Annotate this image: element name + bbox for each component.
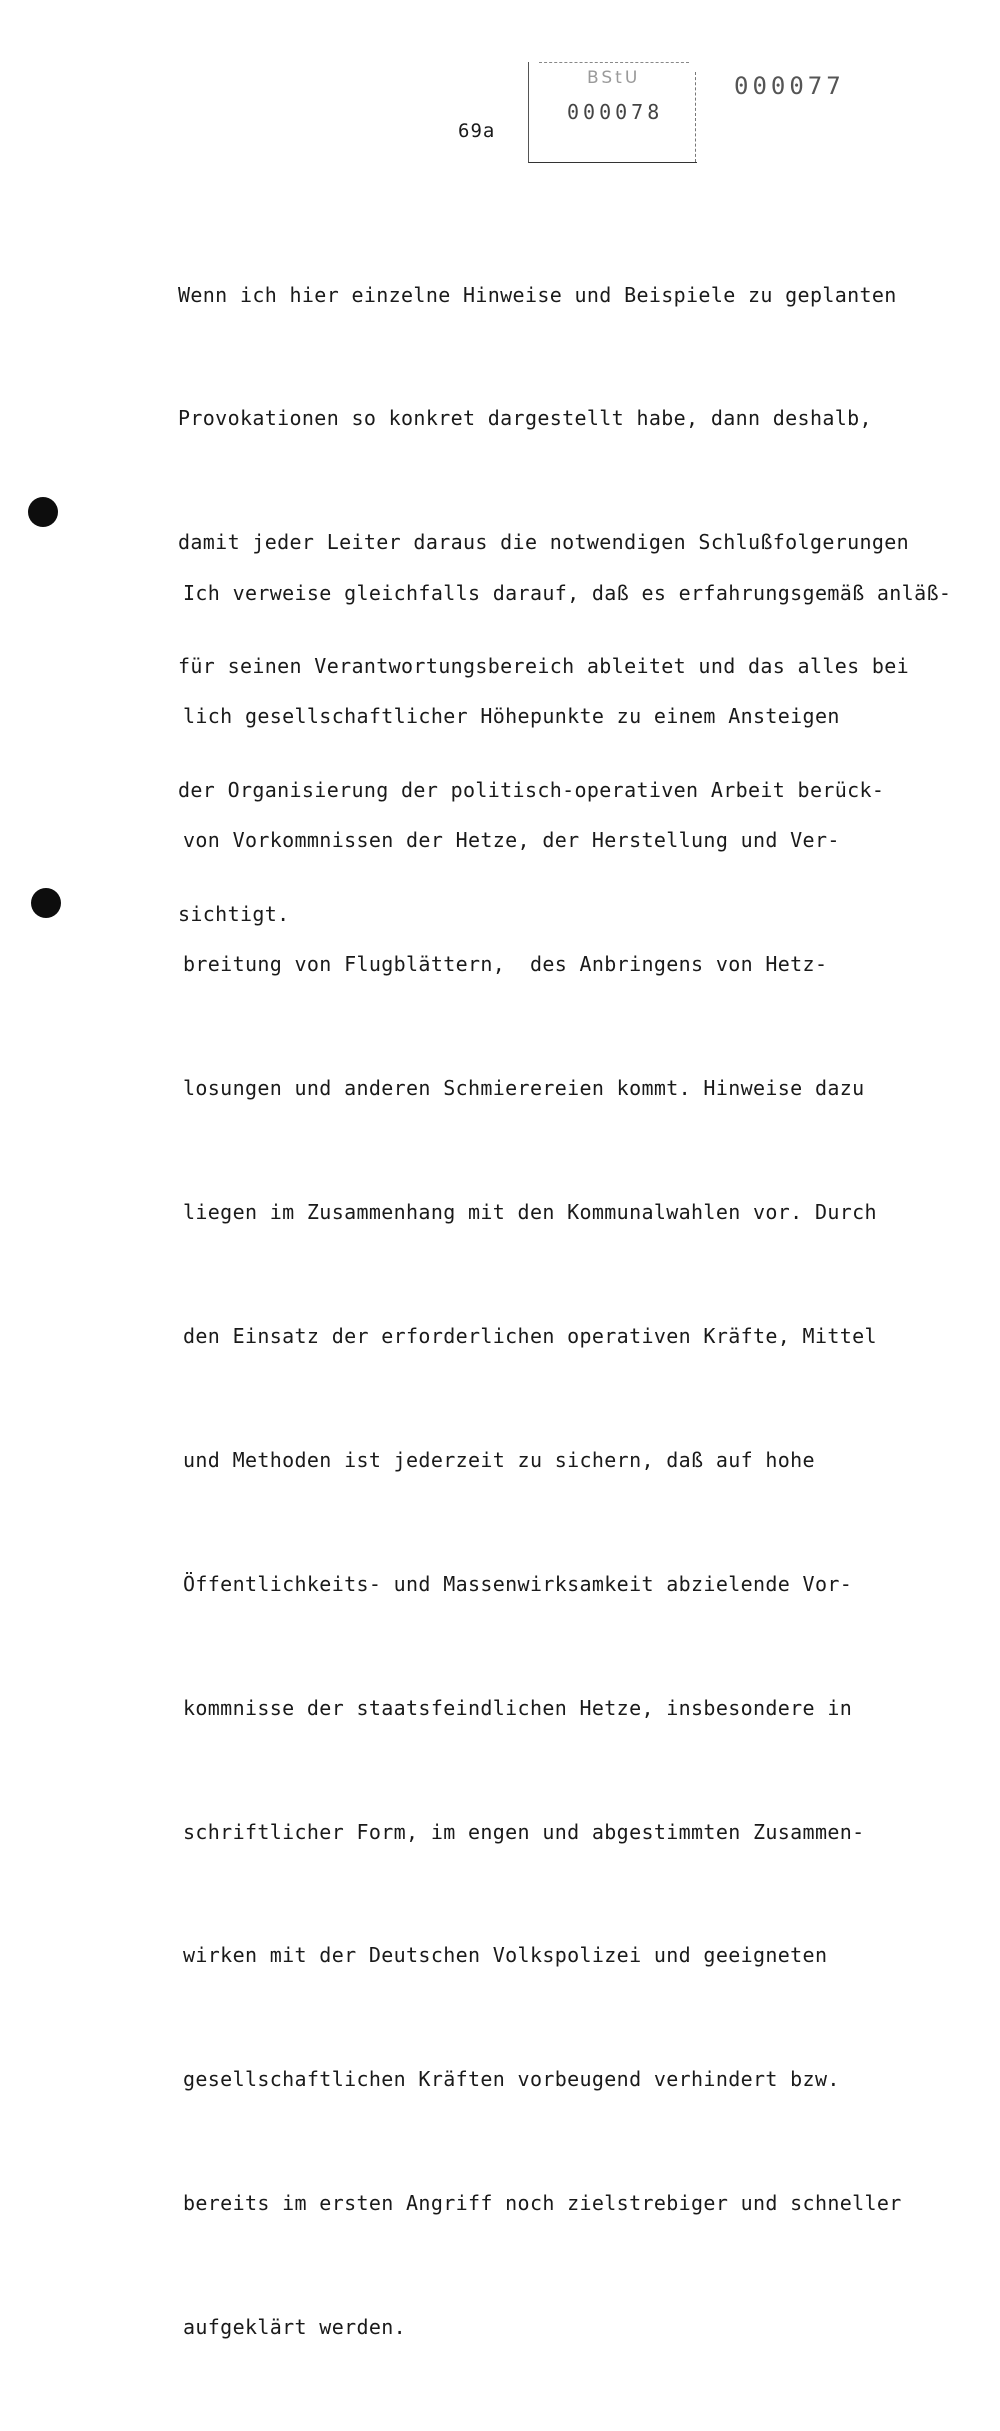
- text-line: schriftlicher Form, im engen und abgestimmten Zusammen-: [183, 1819, 865, 1844]
- text-line: der Organisierung der politisch-operativen Arbeit berück-: [178, 778, 885, 803]
- text-line: damit jeder Leiter daraus die notwendigen Schlußfolgerungen: [178, 530, 910, 555]
- text-line: bereits im ersten Angriff noch zielstrebiger und schneller: [183, 2191, 902, 2216]
- text-line: für seinen Verantwortungsbereich ableitet und das alles bei: [178, 654, 910, 679]
- page-number: 69a: [458, 120, 496, 142]
- text-line: wirken mit der Deutschen Volkspolizei und geeigneten: [183, 1943, 828, 1968]
- stamp-agency-label: BStU: [587, 68, 641, 88]
- text-line: breitung von Flugblättern, des Anbringens von Hetz-: [183, 952, 828, 977]
- archive-stamp: [528, 62, 697, 163]
- text-line: Ich verweise gleichfalls darauf, daß es erfahrungsgemäß anläß-: [183, 580, 952, 605]
- text-line: sichtigt.: [178, 902, 290, 927]
- text-line: Öffentlichkeits- und Massenwirksamkeit abzielende Vor-: [183, 1571, 853, 1596]
- stamp-number: 000078: [567, 100, 664, 124]
- text-line: kommnisse der staatsfeindlichen Hetze, insbesondere in: [183, 1695, 853, 1720]
- stamp-border-right: [695, 72, 696, 162]
- archive-number: 000077: [734, 72, 845, 100]
- text-line: lich gesellschaftlicher Höhepunkte zu einem Ansteigen: [183, 704, 840, 729]
- text-line: liegen im Zusammenhang mit den Kommunalwahlen vor. Durch: [183, 1200, 877, 1225]
- punch-hole: [31, 888, 61, 918]
- text-line: Wenn ich hier einzelne Hinweise und Beispiele zu geplanten: [178, 282, 897, 307]
- text-line: von Vorkommnissen der Hetze, der Herstellung und Ver-: [183, 828, 840, 853]
- text-line: gesellschaftlichen Kräften vorbeugend verhindert bzw.: [183, 2067, 840, 2092]
- text-line: den Einsatz der erforderlichen operativen Kräfte, Mittel: [183, 1323, 877, 1348]
- text-line: und Methoden ist jederzeit zu sichern, daß auf hohe: [183, 1447, 815, 1472]
- punch-hole: [28, 497, 58, 527]
- stamp-border-top: [539, 62, 689, 63]
- text-line: Provokationen so konkret dargestellt habe, dann deshalb,: [178, 406, 872, 431]
- text-line: aufgeklärt werden.: [183, 2315, 407, 2340]
- text-line: losungen und anderen Schmierereien kommt. Hinweise dazu: [183, 1076, 865, 1101]
- paragraph-2: [183, 490, 951, 2431]
